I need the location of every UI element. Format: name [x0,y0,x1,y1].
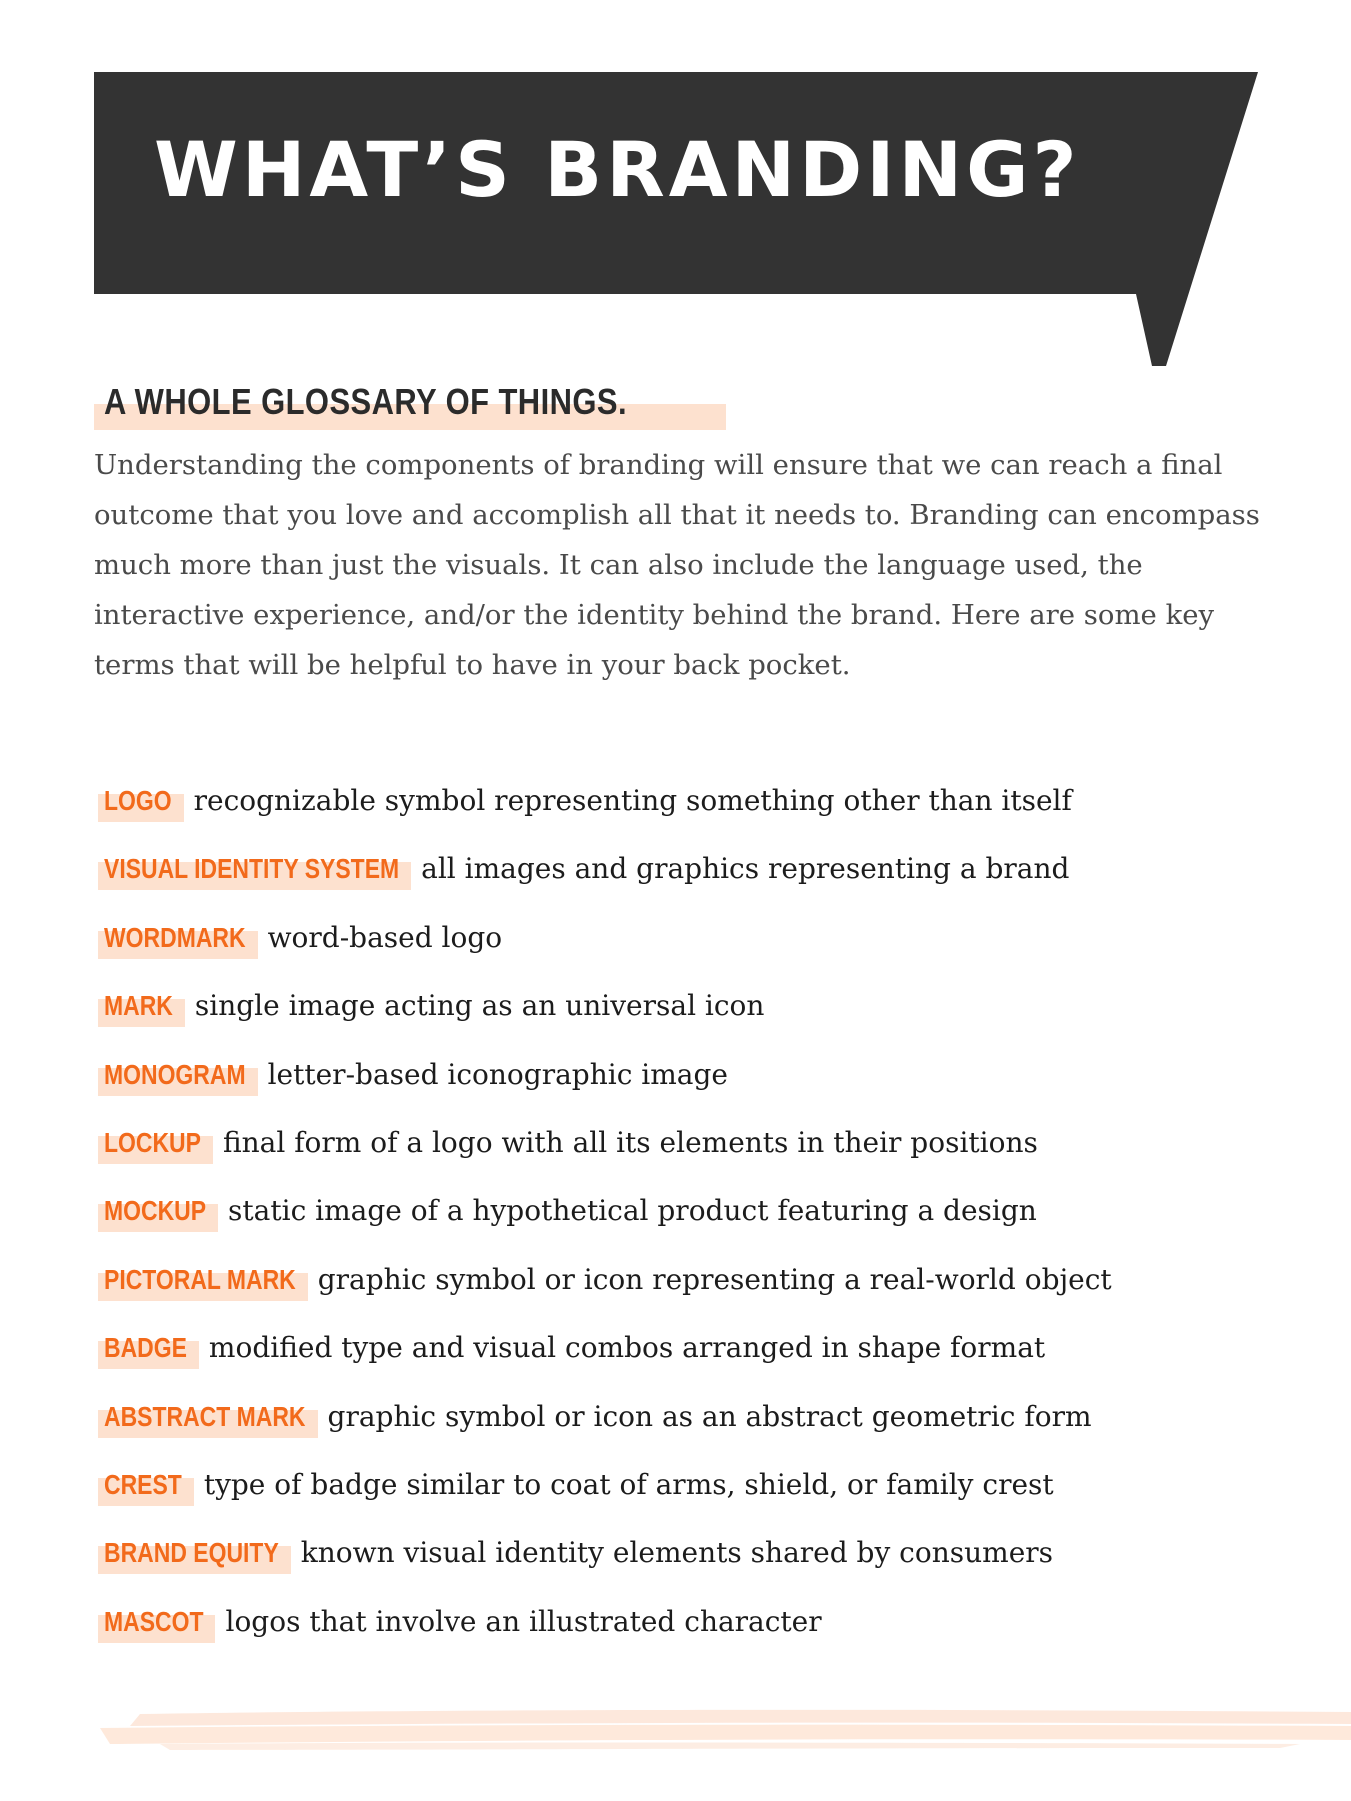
glossary-item-visual-identity-system [98,844,1278,912]
glossary-term [98,844,411,892]
glossary-term [98,1392,318,1440]
glossary-definition: type of badge similar to coat of arms, shield, or family crest [203,1467,1054,1501]
glossary-item-brand-equity [98,1528,1278,1596]
glossary-definition: graphic symbol or icon as an abstract geometric form [327,1399,1092,1433]
glossary-item-abstract-mark [98,1392,1278,1460]
decorative-brush-stroke [100,1700,1351,1760]
term-label: MARK [104,990,173,1022]
term-label: MASCOT [104,1605,204,1637]
term-label: PICTORAL MARK [104,1263,296,1295]
glossary-definition: all images and graphics representing a brand [421,852,1070,886]
glossary-definition: single image acting as an universal icon [194,989,765,1023]
header-banner [94,72,1258,366]
glossary-definition: modified type and visual combos arranged in shape format [208,1331,1046,1365]
glossary-definition: word-based logo [267,920,503,954]
term-label: BRAND EQUITY [104,1537,279,1569]
glossary-term [98,1186,218,1234]
glossary-item-mascot [98,1597,1278,1665]
glossary-term [98,1460,194,1508]
glossary-definition: logos that involve an illustrated character [225,1604,822,1638]
glossary-term [98,1323,199,1371]
glossary-definition: letter-based iconographic image [267,1057,728,1091]
glossary-definition: static image of a hypothetical product featuring a design [228,1194,1037,1228]
glossary-item-wordmark [98,913,1278,981]
glossary-term [98,776,184,824]
term-label: VISUAL IDENTITY SYSTEM [104,853,400,885]
intro-paragraph: Understanding the components of branding will ensure that we can reach a final outcome that you love and accomplish all that it needs to. Branding can encompass much more than just the visuals. It can also include the language used, the interactive experience, and/or the identity behind the brand. Here are some key terms that will be helpful to have in your back pocket. [94,449,1260,681]
glossary-item-crest [98,1460,1278,1528]
glossary-item-pictoral-mark [98,1255,1278,1323]
glossary-item-badge [98,1323,1278,1391]
term-label: CREST [104,1468,182,1500]
term-label: LOCKUP [104,1126,201,1158]
glossary-term [98,1118,213,1166]
glossary-term [98,1050,258,1098]
glossary-item-lockup [98,1118,1278,1186]
page-title: WHAT’S BRANDING? [154,125,1081,214]
glossary-item-logo [98,776,1278,844]
term-label: MOCKUP [104,1195,207,1227]
glossary-term [98,1528,291,1576]
section-heading [94,378,726,430]
term-label: MONOGRAM [104,1058,246,1090]
term-label: WORDMARK [104,921,246,953]
glossary-item-mark [98,981,1278,1049]
speech-bubble-shape [94,72,1258,366]
glossary-term [98,981,185,1029]
brush-stroke-shape [100,1700,1351,1760]
glossary-definition: recognizable symbol representing something other than itself [193,784,1072,817]
glossary-item-monogram [98,1050,1278,1118]
glossary-item-mockup [98,1186,1278,1254]
glossary-term [98,913,258,961]
section-subtitle: A WHOLE GLOSSARY OF THINGS. [104,381,628,422]
term-label: ABSTRACT MARK [104,1400,306,1432]
term-label: BADGE [104,1332,187,1364]
glossary-definition: graphic symbol or icon representing a real-world object [317,1262,1112,1296]
glossary-list [98,776,1278,1665]
glossary-term [98,1255,308,1303]
glossary-term [98,1597,215,1645]
term-label: LOGO [104,785,172,816]
glossary-definition: final form of a logo with all its elements in their positions [222,1125,1038,1159]
glossary-definition: known visual identity elements shared by consumers [300,1536,1054,1570]
